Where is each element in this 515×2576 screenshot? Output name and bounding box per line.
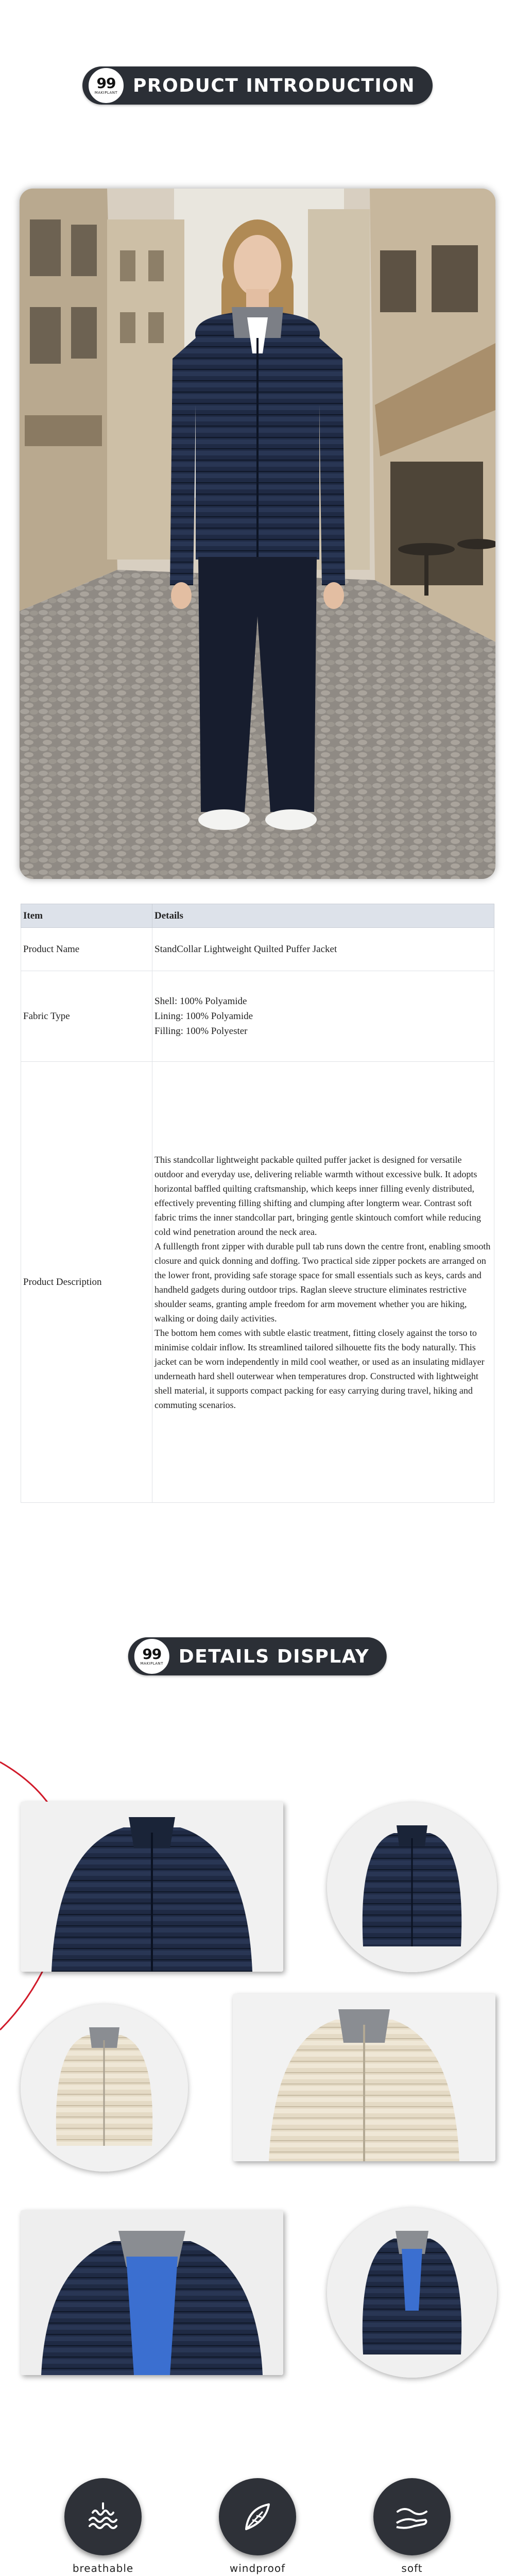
description-paragraph: This standcollar lightweight packable quilted puffer jacket is designed for versatile outdoor and everyday use, delivering reliable warmth without excessive bulk. It adopts horizontal baffled quilting craftsmanship, which keeps inner filling evenly distributed, effectively preventing filling shifting and clumping after longterm wear. Contrast soft fabric trims the inner standcollar part, bringing gentle skintouch comfort while reducing cold wind penetration around the neck area. xyxy=(154,1154,481,1237)
description-label: Product Description xyxy=(21,1062,152,1503)
detail-circle-navy-open xyxy=(327,2208,497,2378)
feature-label: windproof xyxy=(229,2562,286,2574)
navy-jacket-illustration xyxy=(21,1802,283,1972)
windproof-feather-icon xyxy=(219,2478,296,2555)
table-header-row xyxy=(21,904,494,928)
fabric-type-label: Fabric Type xyxy=(21,971,152,1062)
brand-logo xyxy=(88,67,125,104)
hero-product-photo xyxy=(20,189,495,879)
feature-breathable xyxy=(57,2478,149,2574)
brand-logo xyxy=(133,1638,170,1675)
fabric-type-value xyxy=(152,971,494,1062)
cream-jacket-illustration xyxy=(233,1994,495,2161)
detail-photo-navy-lining xyxy=(21,2210,283,2375)
fabric-filling: Filling: 100% Polyester xyxy=(154,1026,248,1037)
logo-wordmark: MAKIPLANT xyxy=(140,1662,164,1666)
navy-jacket-illustration xyxy=(327,1802,497,1972)
table-row xyxy=(21,1062,494,1503)
logo-number: 99 xyxy=(96,75,116,92)
feature-label: soft xyxy=(401,2562,423,2574)
navy-jacket-open-illustration xyxy=(21,2210,283,2375)
details-display-header xyxy=(128,1637,387,1675)
soft-hand-icon xyxy=(373,2478,451,2555)
breathable-wave-icon xyxy=(64,2478,142,2555)
description-paragraph: The bottom hem comes with subtle elastic treatment, fitting closely against the torso to minimise coldair inflow. Its streamlined tailored silhouette fits the body naturally. This jacket can be worn independently in mild cool weather, or used as an insulating midlayer underneath hard shell outerwear when temperatures drop. Constructed with lightweight shell material, it supports compact packing for easy carrying during travel, hiking and commuting scenarios. xyxy=(154,1327,485,1410)
detail-circle-navy xyxy=(327,1802,497,1972)
navy-jacket-open-illustration xyxy=(327,2208,497,2378)
detail-photo-cream-front xyxy=(233,1994,495,2161)
cream-jacket-illustration xyxy=(21,2004,188,2172)
product-spec-table xyxy=(21,904,494,1503)
fabric-lining: Lining: 100% Polyamide xyxy=(154,1011,253,1022)
description-paragraph: A fulllength front zipper with durable pull tab runs down the centre front, enabling smooth closure and quick donning and doffing. Two practical side zipper pockets are arranged on the lower front, providing safe storage space for small essentials such as keys, cards and handheld gadgets during outdoor trips. Raglan sleeve structure eliminates restrictive shoulder seams, granting ample freedom for arm movement whether you are hiking, walking or doing daily activities. xyxy=(154,1241,491,1324)
table-row xyxy=(21,971,494,1062)
description-value xyxy=(152,1062,494,1503)
section-title: PRODUCT INTRODUCTION xyxy=(133,75,415,96)
fabric-shell: Shell: 100% Polyamide xyxy=(154,996,247,1007)
table-row xyxy=(21,928,494,971)
feature-label: breathable xyxy=(72,2562,134,2574)
header-item: Item xyxy=(21,904,152,928)
model-street-illustration xyxy=(20,189,495,879)
logo-wordmark: MAKIPLANT xyxy=(94,91,118,95)
feature-windproof xyxy=(211,2478,304,2574)
detail-photo-navy-front xyxy=(21,1802,283,1972)
section-title: DETAILS DISPLAY xyxy=(178,1646,370,1667)
product-name-value: StandCollar Lightweight Quilted Puffer Jacket xyxy=(152,928,494,971)
header-details: Details xyxy=(152,904,494,928)
product-name-label: Product Name xyxy=(21,928,152,971)
detail-circle-cream xyxy=(21,2004,188,2172)
product-introduction-header xyxy=(82,66,433,105)
logo-number: 99 xyxy=(142,1646,162,1663)
feature-soft xyxy=(366,2478,458,2574)
